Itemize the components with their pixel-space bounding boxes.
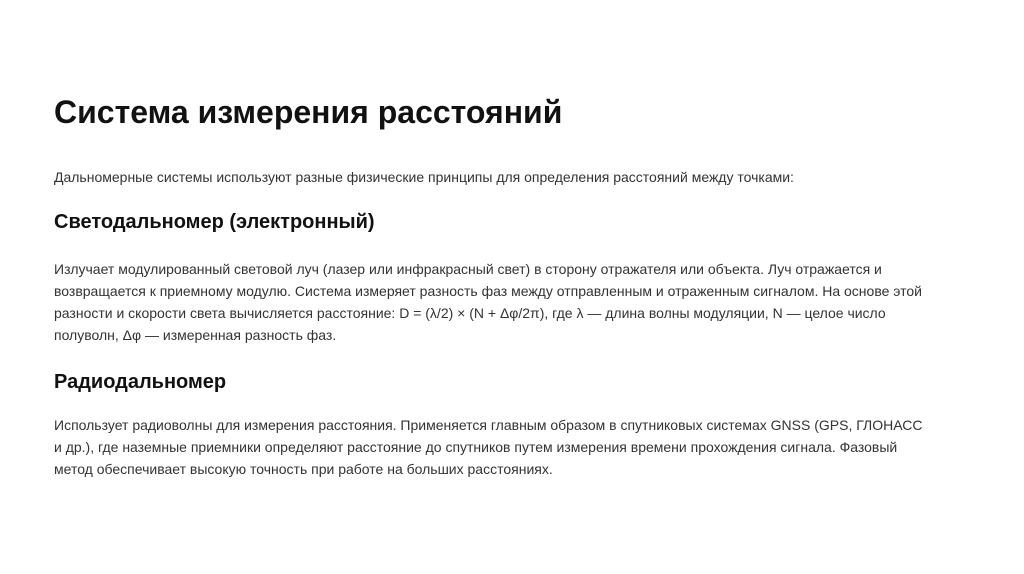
section-heading-radio-rangefinder: Радиодальномер bbox=[54, 371, 227, 393]
section-text-radio-rangefinder bbox=[54, 414, 922, 480]
section-heading-light-rangefinder: Светодальномер (электронный) bbox=[54, 211, 375, 233]
section-text-light-rangefinder bbox=[54, 258, 922, 346]
text-line: метод обеспечивает высокую точность при работе на больших расстояниях. bbox=[54, 461, 553, 477]
text-line: возвращается к приемному модулю. Система измеряет разность фаз между отправленным и отраженным сигналом. На основе этой bbox=[54, 283, 922, 299]
intro-text: Дальномерные системы используют разные физические принципы для определения расстояний между точками: bbox=[54, 169, 794, 185]
text-line: полуволн, Δφ — измеренная разность фаз. bbox=[54, 327, 337, 343]
page-title: Система измерения расстояний bbox=[54, 94, 563, 130]
text-line: разности и скорости света вычисляется расстояние: D = (λ/2) × (N + Δφ/2π), где λ — длина волны модуляции, N — целое число bbox=[54, 305, 886, 321]
text-line: и др.), где наземные приемники определяют расстояние до спутников путем измерения времени прохождения сигнала. Фазовый bbox=[54, 439, 898, 455]
text-line: Излучает модулированный световой луч (лазер или инфракрасный свет) в сторону отражателя или объекта. Луч отражается и bbox=[54, 261, 882, 277]
text-line: Использует радиоволны для измерения расстояния. Применяется главным образом в спутниковых системах GNSS (GPS, ГЛОНАСС bbox=[54, 417, 923, 433]
